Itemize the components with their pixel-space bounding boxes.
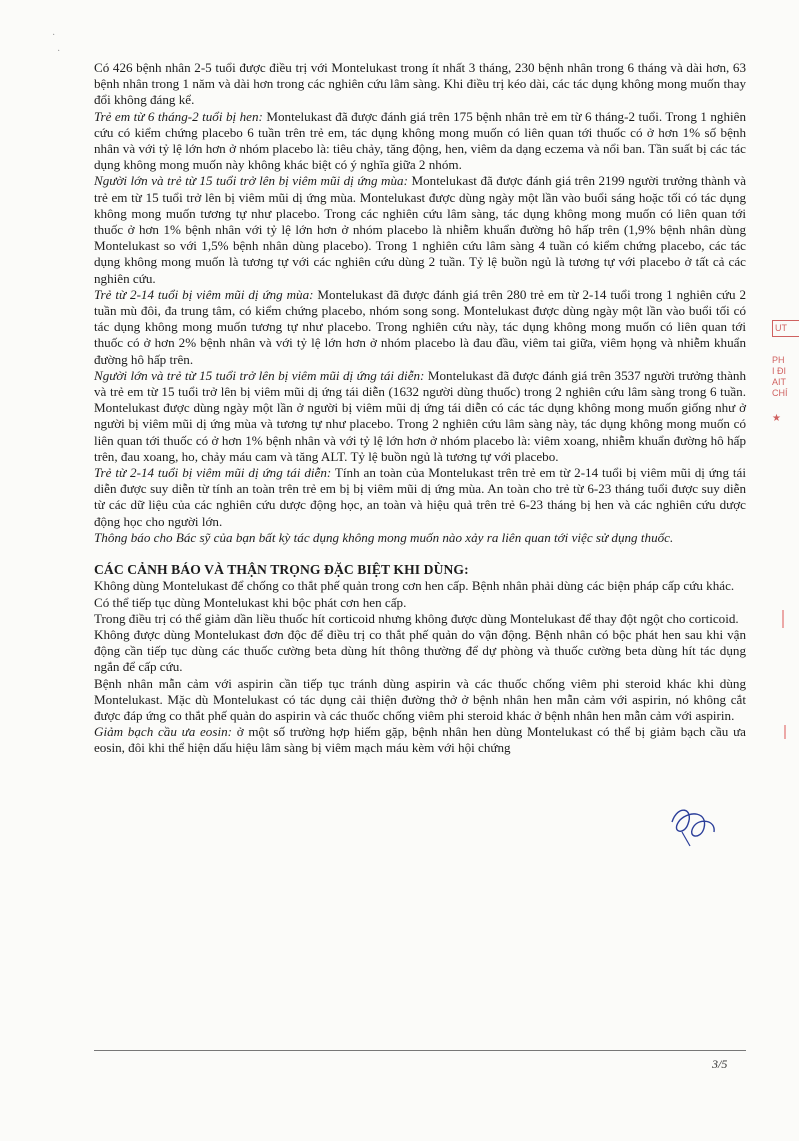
margin-mark xyxy=(784,725,792,739)
paragraph-text: Montelukast đã được đánh giá trên 175 bệnh nhân trẻ em từ 6 tháng-2 tuổi. Trong 1 nghiên cứu có kiểm chứng placebo 6 tuần trên trẻ em, tác dụng không mong muốn có liên quan tới thuốc có ở hơn 1% số bệnh nhân và với tỷ lệ lớn hơn ở nhóm placebo là: tiêu chảy, tăng động, hen, viêm da dạng eczema và nổi ban. Tần suất bị các tác dụng không mong muốn này không khác biệt có ý nghĩa giữa 2 nhóm. xyxy=(94,108,747,173)
stamp-text: I ĐI xyxy=(772,366,787,376)
warning-item: Không được dùng Montelukast đơn độc để điều trị co thắt phế quản do vận động. Bệnh nhân có bộc phát hen sau khi vận động cần tiếp tục dùng các thuốc cường beta dùng hít thông thường để dự phòng và thuốc cường beta dùng hít tác dụng ngắn để cấp cứu. xyxy=(94,626,746,675)
paragraph-text: Montelukast đã được đánh giá trên 280 trẻ em từ 2-14 tuổi trong 1 nghiên cứu 2 tuần mù đôi, đa trung tâm, có kiểm chứng placebo, nhóm song song. Montelukast được dùng ngày một lần vào buổi tối có tác dụng không mong muốn tương tự như placebo. Trong nghiên cứu này, tác dụng không mong muốn có liên quan tới thuốc có ở hơn 2% bệnh nhân và với tỷ lệ lớn hơn ở nhóm placebo là đau đầu, viêm tai giữa, viêm họng và nhiễm khuẩn đường hô hấp trên. xyxy=(94,286,747,367)
warning-item: Trong điều trị có thể giảm dần liều thuốc hít corticoid nhưng không được dùng Montelukast để thay đột ngột cho corticoid. xyxy=(94,610,739,626)
paragraph-children-6m-2y-asthma xyxy=(94,109,746,174)
paragraph-adults-perennial-rhinitis xyxy=(94,368,746,465)
document-body xyxy=(94,60,746,757)
signature-mark xyxy=(664,802,724,857)
warning-item-eosinophilia xyxy=(94,724,746,756)
margin-stamp xyxy=(772,320,799,520)
scan-dots: · · xyxy=(52,30,61,57)
paragraph-text: Tính an toàn của Montelukast trên trẻ em từ 2-14 tuổi bị viêm mũi dị ứng tái diễn được suy diễn từ tính an toàn trên trẻ em bị bị viêm mũi dị ứng mùa. An toàn cho trẻ từ 6-23 tháng tuổi được suy diễn từ các dữ liệu của các nghiên cứu dược động học, an toàn và hiệu quả trên trẻ 6-23 tháng bị hen và các nghiên cứu dược động học cho người lớn. xyxy=(94,465,746,529)
paragraph-text: Montelukast đã được đánh giá trên 3537 người trưởng thành và trẻ em từ 15 tuổi trở lên bị viêm mũi dị ứng tái diễn (1632 người dùng thuốc) trong 2 nghiên cứu lâm sàng trong 6 tuần. Montelukast được dùng ngày một lần ở người bị viêm mũi dị ứng tái diễn có các tác dụng không mong muốn giống như ở người bị viêm mũi dị ứng mùa và tương tự như placebo. Trong 2 nghiên cứu lâm sàng này, tác dụng không mong muốn có liên quan tới thuốc có ở hơn 1% bệnh nhân và với tỷ lệ lớn hơn ở nhóm placebo là: viêm xoang, nhiễm khuẩn đường hô hấp trên, đau xoang, ho, chảy máu cam và tăng ALT. Tỷ lệ buồn ngủ là tương tự với placebo. xyxy=(94,367,746,464)
warning-item: Có thể tiếp tục dùng Montelukast khi bộc phát cơn hen cấp. xyxy=(94,594,407,610)
star-icon: ★ xyxy=(772,413,781,424)
paragraph-text: ở một số trường hợp hiếm gặp, bệnh nhân hen dùng Montelukast có thể bị giảm bạch cầu ưa eosin, đôi khi thể hiện dấu hiệu lâm sàng bị viêm mạch máu kèm với hội chứng xyxy=(94,724,746,756)
stamp-text: PH xyxy=(772,355,785,365)
paragraph-lead: Người lớn và trẻ từ 15 tuổi trở lên bị viêm mũi dị ứng tái diễn: xyxy=(94,367,425,383)
paragraph-intro xyxy=(94,60,746,109)
paragraph-lead: Trẻ em từ 6 tháng-2 tuổi bị hen: xyxy=(94,108,263,124)
footer-rule xyxy=(94,1050,746,1051)
paragraph-text: Montelukast đã được đánh giá trên 2199 người trưởng thành và trẻ em từ 15 tuổi trở lên bị viêm mũi dị ứng mùa. Montelukast được dùng ngày một lần vào buổi sáng hoặc tối có tác dụng không mong muốn tương tự như placebo. Trong các nghiên cứu lâm sàng, tác dụng không mong muốn có liên quan tới thuốc ở hơn 1% bệnh nhân với tỷ lệ lớn hơn ở nhóm placebo là nhiễm khuẩn đường hô hấp trên (1,9% bệnh nhân dùng Montelukast so với 1,5% bệnh nhân dùng placebo). Trong 1 nghiên cứu lâm sàng 4 tuần có kiểm chứng placebo, các tác dụng không mong muốn là tương tự với các nghiên cứu dùng 2 tuần. Tỷ lệ buồn ngủ là tương tự với placebo ở tất cả các nghiên cứu. xyxy=(94,173,747,286)
paragraph-text: Có 426 bệnh nhân 2-5 tuổi được điều trị với Montelukast trong ít nhất 3 tháng, 230 bệnh nhân trong 6 tháng và dài hơn, 63 bệnh nhân trong 1 năm và dài hơn trong các nghiên cứu lâm sàng. Khi điều trị kéo dài, các tác dụng không mong muốn thay đổi không đáng kể. xyxy=(94,60,746,108)
stamp-text: CHÍ xyxy=(772,388,788,398)
section-heading-warnings: CÁC CẢNH BÁO VÀ THẬN TRỌNG ĐẶC BIỆT KHI DÙNG: xyxy=(94,562,469,578)
paragraph-children-perennial-rhinitis xyxy=(94,465,746,530)
paragraph-lead: Trẻ từ 2-14 tuổi bị viêm mũi dị ứng tái diễn: xyxy=(94,465,332,481)
stamp-text: UT xyxy=(772,320,799,337)
page-number: 3/5 xyxy=(712,1057,728,1071)
stamp-text: AIT xyxy=(772,377,787,387)
paragraph-adults-seasonal-rhinitis xyxy=(94,173,746,286)
paragraph-children-seasonal-rhinitis xyxy=(94,287,746,368)
paragraph-lead: Giảm bạch cầu ưa eosin: xyxy=(94,724,232,740)
warning-item: Bệnh nhân mẫn cảm với aspirin cần tiếp tục tránh dùng aspirin và các thuốc chống viêm phi steroid khác khi dùng Montelukast. Mặc dù Montelukast có tác dụng cải thiện đường thở ở bệnh nhân hen mẫn cảm với aspirin, nó không cắt được đáp ứng co thắt phế quản do aspirin và các thuốc chống viêm phi steroid khác ở bệnh nhân hen mẫn cảm với aspirin. xyxy=(94,675,746,723)
paragraph-lead: Trẻ từ 2-14 tuổi bị viêm mũi dị ứng mùa: xyxy=(94,286,314,302)
paragraph-lead: Người lớn và trẻ từ 15 tuổi trở lên bị viêm mũi dị ứng mùa: xyxy=(94,173,408,189)
paragraph-report-notice: Thông báo cho Bác sỹ của bạn bất kỳ tác dụng không mong muốn nào xảy ra liên quan tới việc sử dụng thuốc. xyxy=(94,529,674,545)
margin-mark xyxy=(782,610,790,628)
warning-item: Không dùng Montelukast để chống co thắt phế quản trong cơn hen cấp. Bệnh nhân phải dùng các biện pháp cấp cứu khác. xyxy=(94,578,735,594)
